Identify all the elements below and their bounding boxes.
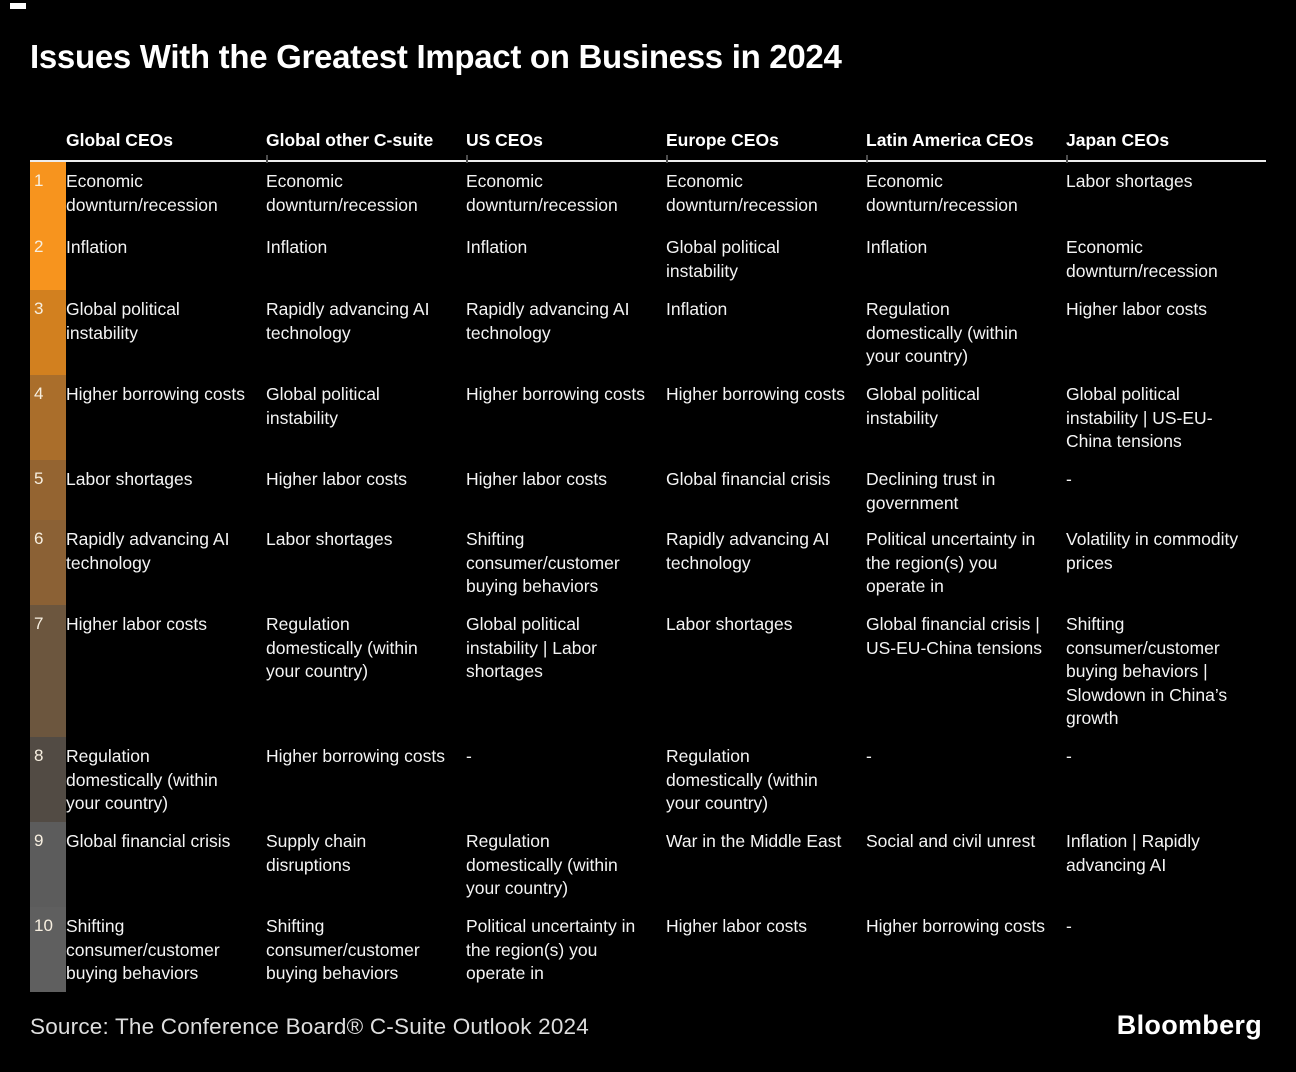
table-header-row xyxy=(30,98,1266,160)
table-cell: - xyxy=(466,746,472,766)
table-cell: Global political instability xyxy=(866,384,980,428)
table-row xyxy=(30,520,1266,605)
table-row xyxy=(30,605,1266,737)
column-tick xyxy=(666,155,668,163)
table-row xyxy=(30,737,1266,822)
rank-cell: 2 xyxy=(30,228,66,290)
table-cell: Labor shortages xyxy=(266,529,393,549)
table-row xyxy=(30,290,1266,375)
table-cell: Declining trust in government xyxy=(866,469,996,513)
column-tick xyxy=(1066,155,1068,163)
corner-mark xyxy=(10,3,26,9)
table-cell: War in the Middle East xyxy=(666,831,842,851)
table-cell: Higher labor costs xyxy=(466,469,608,489)
column-header-europe-ceos: Europe CEOs xyxy=(666,130,779,150)
rank-cell: 9 xyxy=(30,822,66,907)
table-cell: Higher borrowing costs xyxy=(466,384,645,404)
table-cell: Regulation domestically (within your country) xyxy=(466,831,618,898)
table-cell: Rapidly advancing AI technology xyxy=(666,529,830,573)
column-header-global-ceos: Global CEOs xyxy=(66,130,173,150)
rank-column-header xyxy=(30,98,66,160)
table-cell: Volatility in commodity prices xyxy=(1066,529,1239,573)
column-tick xyxy=(866,155,868,163)
table-cell: Global political instability | US-EU-China tensions xyxy=(1066,384,1213,451)
table-row xyxy=(30,228,1266,290)
table-cell: Rapidly advancing AI technology xyxy=(466,299,630,343)
bloomberg-logo: Bloomberg xyxy=(1116,1010,1262,1040)
table-cell: Higher labor costs xyxy=(66,614,208,634)
page-title: Issues With the Greatest Impact on Business in 2024 xyxy=(30,38,842,75)
table-cell: Inflation xyxy=(866,237,928,257)
rank-cell: 6 xyxy=(30,520,66,605)
table-cell: Supply chain disruptions xyxy=(266,831,367,875)
rank-cell: 10 xyxy=(30,907,66,992)
table-row xyxy=(30,822,1266,907)
table-cell: Inflation xyxy=(466,237,528,257)
table-cell: Regulation domestically (within your country) xyxy=(666,746,818,813)
column-header-global-other-c-suite: Global other C-suite xyxy=(266,130,434,150)
rank-cell: 7 xyxy=(30,605,66,737)
table-cell: Global political instability xyxy=(66,299,180,343)
table-cell: Higher labor costs xyxy=(666,916,808,936)
table-cell: Labor shortages xyxy=(66,469,193,489)
table-cell: Global financial crisis xyxy=(66,831,231,851)
table-cell: Economic downturn/recession xyxy=(666,171,818,215)
table-cell: Global political instability xyxy=(266,384,380,428)
table-cell: Higher borrowing costs xyxy=(866,916,1045,936)
column-header-japan-ceos: Japan CEOs xyxy=(1066,130,1170,150)
table-cell: Inflation xyxy=(266,237,328,257)
rank-cell: 3 xyxy=(30,290,66,375)
table-cell: Inflation xyxy=(666,299,728,319)
table-cell: Shifting consumer/customer buying behaviors xyxy=(66,916,220,983)
table-row xyxy=(30,460,1266,520)
rank-cell: 8 xyxy=(30,737,66,822)
table-cell: Rapidly advancing AI technology xyxy=(266,299,430,343)
table-cell: - xyxy=(1066,746,1072,766)
table-cell: Political uncertainty in the region(s) you operate in xyxy=(866,529,1036,596)
header-rule xyxy=(30,160,1266,162)
table-cell: - xyxy=(1066,469,1072,489)
table-cell: Global political instability | Labor shortages xyxy=(466,614,598,681)
table-cell: Shifting consumer/customer buying behaviors | Slowdown in China’s growth xyxy=(1066,614,1228,728)
table-cell: - xyxy=(866,746,872,766)
table-cell: Higher borrowing costs xyxy=(666,384,845,404)
table-cell: Economic downturn/recession xyxy=(1066,237,1218,281)
table-cell: Higher borrowing costs xyxy=(266,746,445,766)
table-cell: Economic downturn/recession xyxy=(266,171,418,215)
ranking-table xyxy=(30,98,1266,992)
table-cell: Labor shortages xyxy=(666,614,793,634)
table-cell: Political uncertainty in the region(s) you operate in xyxy=(466,916,636,983)
table-cell: Global financial crisis | US-EU-China tensions xyxy=(866,614,1043,658)
source-text: Source: The Conference Board® C-Suite Outlook 2024 xyxy=(30,1014,589,1039)
table-cell: Shifting consumer/customer buying behaviors xyxy=(266,916,420,983)
table-cell: Regulation domestically (within your country) xyxy=(66,746,218,813)
table-cell: Higher borrowing costs xyxy=(66,384,245,404)
rank-cell: 5 xyxy=(30,460,66,520)
table-row xyxy=(30,375,1266,460)
table-body xyxy=(30,162,1266,992)
table-cell: Shifting consumer/customer buying behaviors xyxy=(466,529,620,596)
column-header-us-ceos: US CEOs xyxy=(466,130,543,150)
table-cell: Economic downturn/recession xyxy=(66,171,218,215)
rank-cell: 1 xyxy=(30,162,66,228)
table-cell: Regulation domestically (within your country) xyxy=(266,614,418,681)
table-cell: Inflation xyxy=(66,237,128,257)
table-cell: - xyxy=(1066,916,1072,936)
table-cell: Inflation | Rapidly advancing AI xyxy=(1066,831,1200,875)
table-cell: Labor shortages xyxy=(1066,171,1193,191)
table-row xyxy=(30,162,1266,228)
column-header-latin-america-ceos: Latin America CEOs xyxy=(866,130,1034,150)
column-tick xyxy=(266,155,268,163)
table-cell: Economic downturn/recession xyxy=(466,171,618,215)
rank-cell: 4 xyxy=(30,375,66,460)
column-tick xyxy=(466,155,468,163)
table-cell: Global financial crisis xyxy=(666,469,831,489)
table-cell: Regulation domestically (within your country) xyxy=(866,299,1018,366)
table-cell: Rapidly advancing AI technology xyxy=(66,529,230,573)
table-cell: Higher labor costs xyxy=(1066,299,1208,319)
table-cell: Higher labor costs xyxy=(266,469,408,489)
table-cell: Economic downturn/recession xyxy=(866,171,1018,215)
table-row xyxy=(30,907,1266,992)
table-cell: Global political instability xyxy=(666,237,780,281)
table-cell: Social and civil unrest xyxy=(866,831,1036,851)
